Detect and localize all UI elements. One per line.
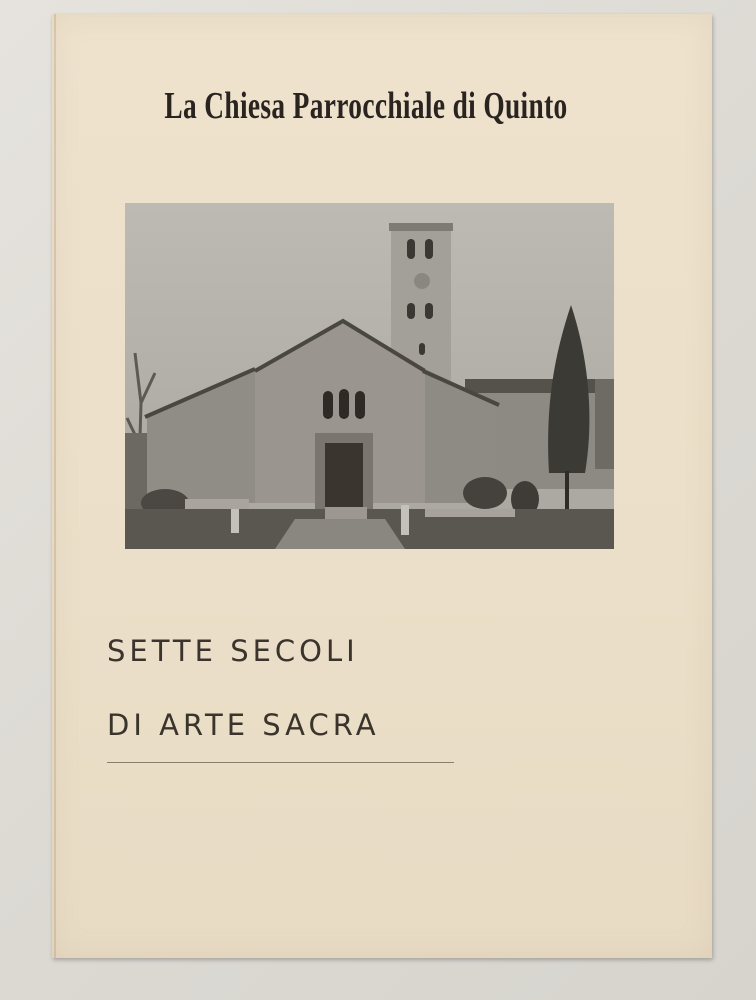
booklet-cover [52, 14, 712, 958]
subtitle-line-2: DI ARTE SACRA [107, 708, 380, 742]
cover-title: La Chiesa Parrocchiale di Quinto [164, 85, 568, 127]
divider-rule [107, 762, 454, 763]
subtitle-line-1: SETTE SECOLI [107, 634, 359, 668]
church-photograph [125, 203, 614, 549]
